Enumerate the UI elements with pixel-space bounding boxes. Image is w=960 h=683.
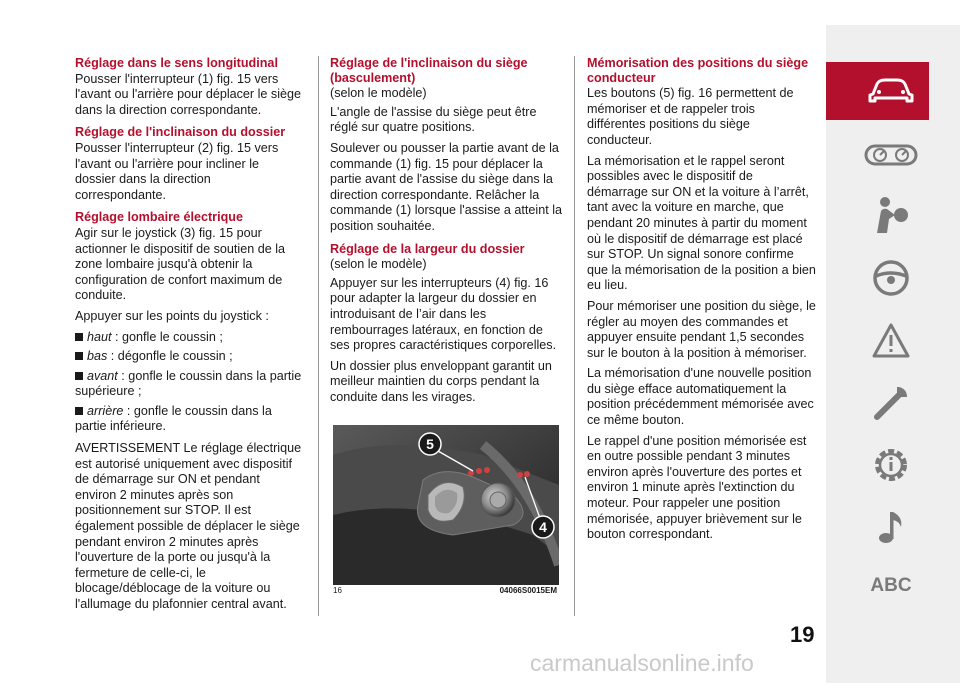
seat-controls-photo — [333, 425, 559, 585]
page-number: 19 — [790, 622, 815, 647]
heading-lumbar: Réglage lombaire électrique — [75, 210, 243, 225]
callout-4-label: 4 — [539, 519, 547, 535]
column-3 — [587, 56, 817, 548]
column-divider — [574, 56, 575, 616]
bullet-text: : gonfle le coussin dans la partie inférieure. — [75, 403, 272, 434]
bullet-term: arrière — [87, 403, 124, 418]
bullet-text: : gonfle le coussin ; — [111, 329, 223, 344]
paragraph: Pousser l'interrupteur (1) fig. 15 vers l'avant ou l'arrière pour déplacer le siège dans la direction correspondante. — [75, 71, 302, 117]
paragraph: Appuyer sur les interrupteurs (4) fig. 16 pour adapter la largeur du dossier en introduisant de l’air dans les rembourrages latéraux, en fonction de ses propres caractéristiques corporelles. — [330, 275, 557, 353]
watermark: carmanualsonline.info — [530, 650, 754, 676]
steering-wheel-icon[interactable] — [856, 258, 926, 298]
gear-info-icon[interactable] — [856, 445, 926, 485]
paragraph: Soulever ou pousser la partie avant de la commande (1) fig. 15 pour déplacer la partie avant de l'assise du siège dans la direction correspondante. Relâcher la commande (1) lorsque l'assise a atteint la position souhaitée. — [330, 140, 563, 233]
bullet-square-icon — [75, 372, 83, 380]
paragraph: Agir sur le joystick (3) fig. 15 pour actionner le dispositif de soutien de la zone lombaire jusqu'à obtenir la configuration de confort maximum de conduite. — [75, 225, 286, 303]
car-icon[interactable] — [856, 71, 926, 111]
bullet-item — [75, 369, 303, 400]
chapter-sidebar — [826, 25, 960, 683]
bullet-square-icon — [75, 352, 83, 360]
paragraph: (selon le modèle) — [330, 86, 427, 101]
paragraph: L'angle de l'assise du siège peut être réglé sur quatre positions. — [330, 104, 537, 135]
warning-paragraph: AVERTISSEMENT Le réglage électrique est autorisé uniquement avec dispositif de démarrage sur ON et pendant environ 2 minutes après son positionnement sur STOP. Il est également possible de déplacer le siège pendant environ 2 minutes après l'ouverture de la porte ou jusqu'à la fermeture de celle-ci, le blocage/déblocage de la voiture ou l'allumage du plafonnier central avant. — [75, 441, 302, 611]
airbag-icon[interactable] — [856, 195, 926, 235]
seat-controls-illustration — [333, 425, 559, 585]
bullet-square-icon — [75, 333, 83, 341]
dashboard-icon[interactable] — [856, 135, 926, 175]
paragraph: Les boutons (5) fig. 16 permettent de mémoriser et de rappeler trois différentes positions du siège conducteur. — [587, 86, 794, 147]
abc-label: ABC — [870, 575, 912, 596]
bullet-text: : gonfle le coussin dans la partie supérieure ; — [75, 368, 302, 399]
heading-seat-tilt: Réglage de l'inclinaison du siège (basculement) — [330, 56, 528, 85]
bullet-item — [75, 404, 303, 435]
bullet-square-icon — [75, 407, 83, 415]
paragraph: (selon le modèle) — [330, 257, 427, 272]
paragraph: Pousser l'interrupteur (2) fig. 15 vers l'avant ou l'arrière pour incliner le dossier dans la direction correspondante. — [75, 140, 279, 202]
column-1 — [75, 56, 303, 618]
bullet-term: bas — [87, 349, 108, 364]
paragraph: La mémorisation et le rappel seront possibles avec le dispositif de démarrage sur ON et la voiture à l’arrêt, tant avec la voiture en marche, que pendant 20 minutes à partir du moment où le dispositif de démarrage est placé sur STOP. Un signal sonore confirme que la mémorisation de la position a bien eu lieu. — [587, 153, 816, 293]
bullet-item — [75, 349, 303, 365]
column-2 — [330, 56, 562, 410]
paragraph: Appuyer sur les points du joystick : — [75, 308, 269, 323]
heading-longitudinal: Réglage dans le sens longitudinal — [75, 56, 278, 70]
bullet-item — [75, 330, 303, 346]
wrench-icon[interactable] — [856, 383, 926, 423]
heading-backrest-width: Réglage de la largeur du dossier — [330, 241, 525, 256]
column-divider — [318, 56, 319, 616]
paragraph: La mémorisation d'une nouvelle position du siège efface automatiquement la position précédemment mémorisée avec ce même bouton. — [587, 366, 814, 428]
abc-icon[interactable] — [856, 566, 926, 606]
heading-backrest-tilt: Réglage de l'inclinaison du dossier — [75, 125, 286, 140]
paragraph: Le rappel d'une position mémorisée est en outre possible pendant 3 minutes environ après l'ouverture des portes et environ 1 minute après l'extinction du moteur. Pour rappeler une position mémorisée, appuyer brièvement sur le bouton correspondant. — [587, 433, 807, 542]
paragraph: Pour mémoriser une position du siège, le régler au moyen des commandes et appuyer ensuite pendant 1,5 secondes sur le bouton à la position à mémoriser. — [587, 298, 816, 360]
heading-memory: Mémorisation des positions du siège conducteur — [587, 56, 809, 85]
callout-5-label: 5 — [426, 436, 434, 452]
bullet-term: avant — [87, 368, 118, 383]
music-icon[interactable] — [856, 507, 926, 547]
bullet-term: haut — [87, 329, 112, 344]
warning-icon[interactable] — [856, 321, 926, 361]
paragraph: Un dossier plus enveloppant garantit un meilleur maintien du corps pendant la conduite dans les virages. — [330, 358, 552, 404]
bullet-text: : dégonfle le coussin ; — [107, 349, 233, 364]
figure-reference: 04066S0015EM — [499, 586, 557, 595]
figure-caption — [333, 586, 559, 595]
figure-number: 16 — [333, 586, 342, 595]
